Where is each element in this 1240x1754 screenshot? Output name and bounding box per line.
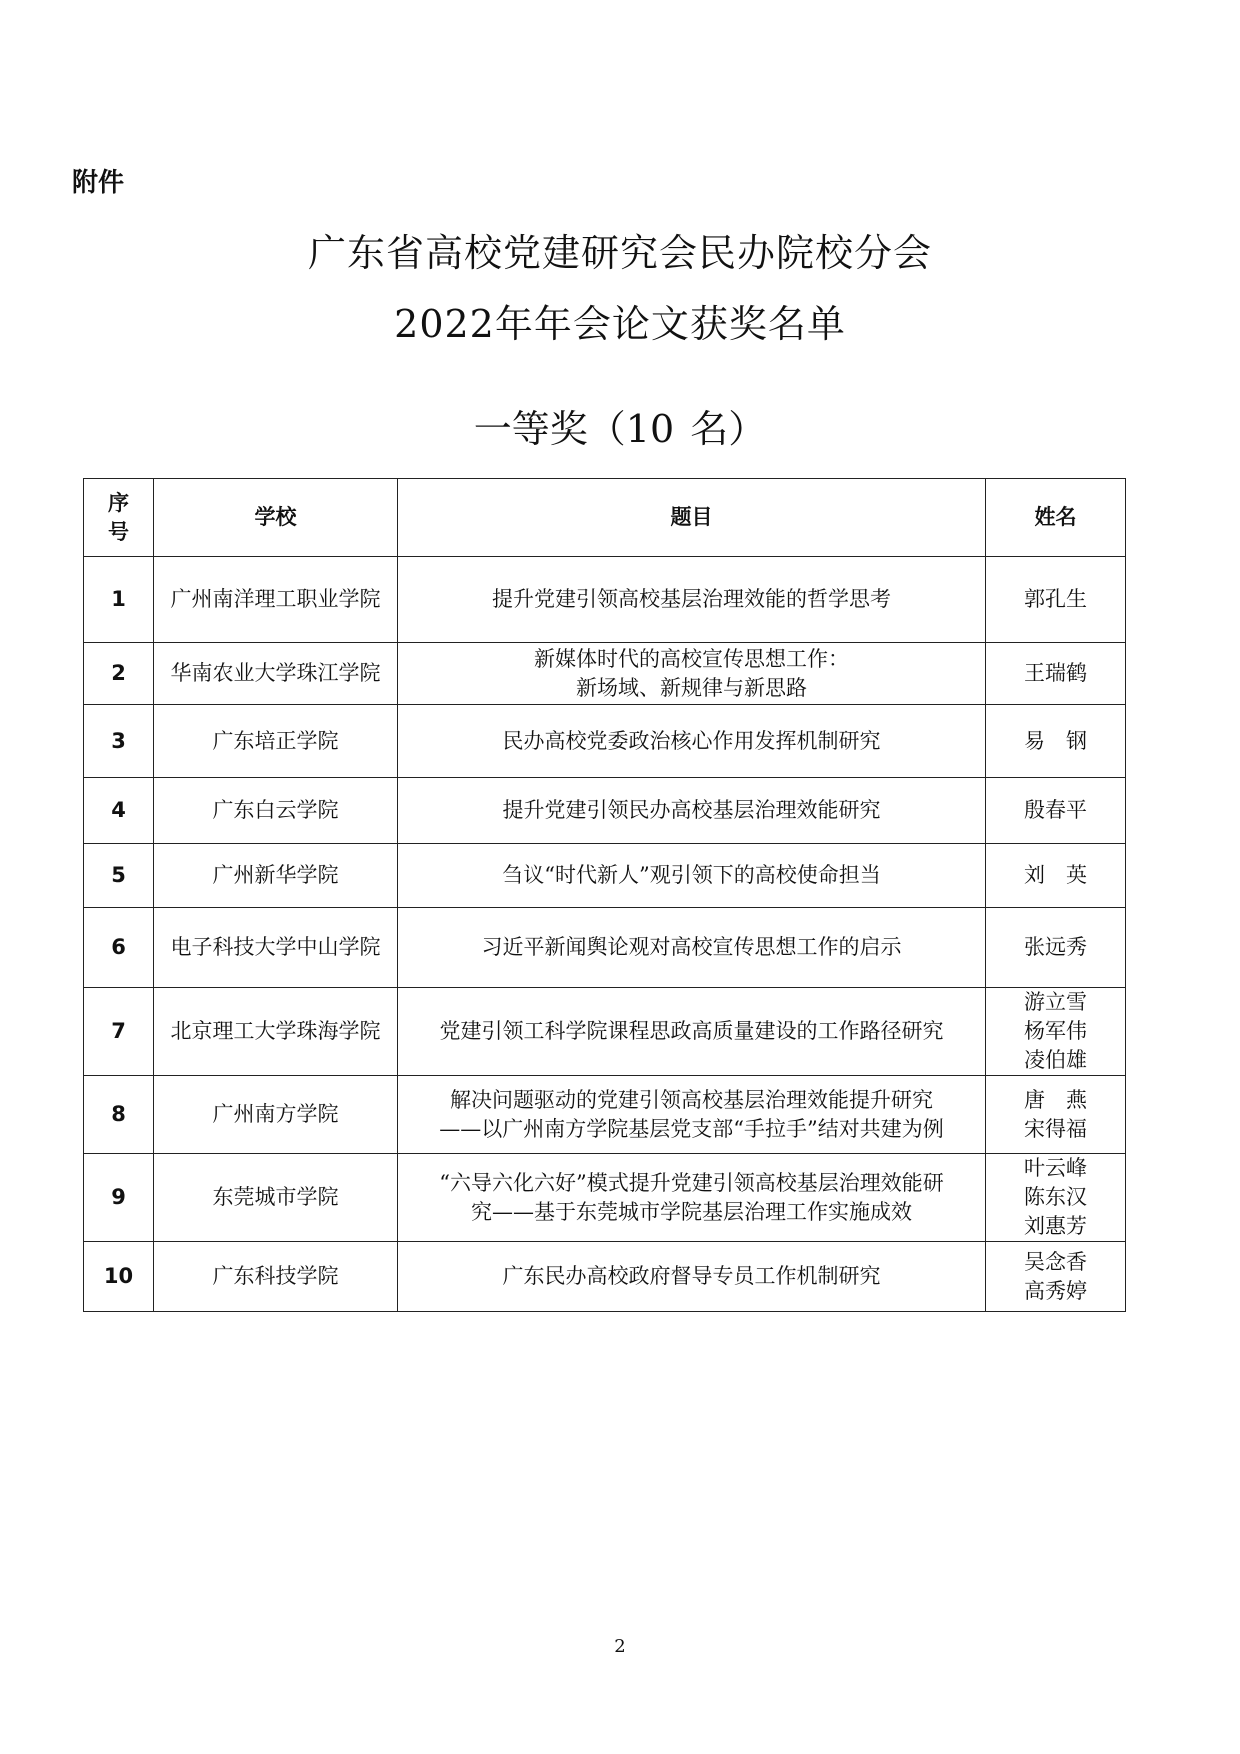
table-row bbox=[84, 705, 1126, 778]
table-row bbox=[84, 643, 1126, 705]
author-name: 吴念香 bbox=[1024, 1249, 1087, 1274]
row-names bbox=[986, 1076, 1126, 1154]
row-topic bbox=[398, 557, 986, 643]
author-name: 王瑞鹤 bbox=[1024, 661, 1087, 685]
row-topic bbox=[398, 1076, 986, 1154]
page-number: 2 bbox=[614, 1636, 626, 1657]
author-name: 杨军伟 bbox=[1024, 1019, 1087, 1043]
author-name: 唐 燕 bbox=[1024, 1087, 1087, 1112]
row-topic bbox=[398, 988, 986, 1076]
topic-line: “六导六化六好”模式提升党建引领高校基层治理效能研 bbox=[439, 1170, 944, 1195]
row-number: 10 bbox=[84, 1242, 154, 1312]
author-name: 叶云峰 bbox=[1024, 1156, 1087, 1180]
row-number: 2 bbox=[84, 643, 154, 705]
document-title-line2: 2022年年会论文获奖名单 bbox=[394, 302, 846, 346]
header-seq bbox=[84, 479, 154, 557]
row-names bbox=[986, 908, 1126, 988]
row-topic bbox=[398, 844, 986, 908]
row-school: 北京理工大学珠海学院 bbox=[154, 988, 398, 1076]
row-school: 广东科技学院 bbox=[154, 1242, 398, 1312]
row-names bbox=[986, 643, 1126, 705]
row-topic bbox=[398, 1242, 986, 1312]
row-names bbox=[986, 1242, 1126, 1312]
author-name: 殷春平 bbox=[1024, 798, 1087, 822]
author-name: 刘 英 bbox=[1024, 863, 1087, 887]
topic-line: 党建引领工科学院课程思政高质量建设的工作路径研究 bbox=[439, 1019, 944, 1043]
topic-line: 新媒体时代的高校宣传思想工作： bbox=[534, 646, 849, 671]
header-name: 姓名 bbox=[986, 479, 1126, 557]
row-number: 8 bbox=[84, 1076, 154, 1154]
topic-line: 解决问题驱动的党建引领高校基层治理效能提升研究 bbox=[450, 1087, 933, 1112]
table-row bbox=[84, 1154, 1126, 1242]
topic-line: ——以广州南方学院基层党支部“手拉手”结对共建为例 bbox=[439, 1116, 944, 1141]
header-topic: 题目 bbox=[398, 479, 986, 557]
row-topic bbox=[398, 778, 986, 844]
topic-line: 刍议“时代新人”观引领下的高校使命担当 bbox=[502, 863, 881, 887]
row-number: 9 bbox=[84, 1154, 154, 1242]
topic-line: 习近平新闻舆论观对高校宣传思想工作的启示 bbox=[481, 935, 902, 959]
row-number: 1 bbox=[84, 557, 154, 643]
header-seq-line2: 号 bbox=[108, 519, 129, 544]
table-body bbox=[84, 557, 1126, 1312]
table-row bbox=[84, 778, 1126, 844]
topic-line: 提升党建引领高校基层治理效能的哲学思考 bbox=[492, 587, 891, 611]
document-title-line1: 广东省高校党建研究会民办院校分会 bbox=[307, 231, 932, 275]
author-name: 高秀婷 bbox=[1024, 1278, 1087, 1303]
header-seq-line1: 序 bbox=[108, 490, 129, 515]
author-name: 易 钢 bbox=[1024, 728, 1087, 753]
row-names bbox=[986, 778, 1126, 844]
attachment-label: 附件 bbox=[72, 168, 125, 198]
row-school: 广东白云学院 bbox=[154, 778, 398, 844]
row-names bbox=[986, 988, 1126, 1076]
row-topic bbox=[398, 643, 986, 705]
table-row bbox=[84, 988, 1126, 1076]
row-number: 6 bbox=[84, 908, 154, 988]
table-row bbox=[84, 844, 1126, 908]
row-names bbox=[986, 1154, 1126, 1242]
author-name: 凌伯雄 bbox=[1024, 1048, 1087, 1072]
author-name: 游立雪 bbox=[1024, 990, 1087, 1014]
author-name: 张远秀 bbox=[1024, 935, 1087, 959]
topic-line: 提升党建引领民办高校基层治理效能研究 bbox=[502, 798, 881, 822]
row-school: 广州南方学院 bbox=[154, 1076, 398, 1154]
topic-line: 新场域、新规律与新思路 bbox=[576, 675, 807, 700]
row-number: 3 bbox=[84, 705, 154, 778]
table-row bbox=[84, 908, 1126, 988]
row-topic bbox=[398, 1154, 986, 1242]
table-header-row bbox=[84, 479, 1126, 557]
row-number: 5 bbox=[84, 844, 154, 908]
table-row bbox=[84, 1076, 1126, 1154]
row-school: 广东培正学院 bbox=[154, 705, 398, 778]
row-names bbox=[986, 844, 1126, 908]
row-names bbox=[986, 705, 1126, 778]
author-name: 陈东汉 bbox=[1024, 1185, 1087, 1209]
row-topic bbox=[398, 705, 986, 778]
topic-line: 民办高校党委政治核心作用发挥机制研究 bbox=[502, 728, 881, 753]
topic-line: 究——基于东莞城市学院基层治理工作实施成效 bbox=[471, 1199, 912, 1224]
author-name: 宋得福 bbox=[1024, 1116, 1087, 1141]
row-school: 广州南洋理工职业学院 bbox=[154, 557, 398, 643]
row-school: 华南农业大学珠江学院 bbox=[154, 643, 398, 705]
row-school: 东莞城市学院 bbox=[154, 1154, 398, 1242]
table-row bbox=[84, 557, 1126, 643]
topic-line: 广东民办高校政府督导专员工作机制研究 bbox=[502, 1264, 881, 1288]
award-heading: 一等奖（10 名） bbox=[473, 407, 767, 451]
author-name: 刘惠芳 bbox=[1024, 1214, 1087, 1238]
award-table bbox=[83, 478, 1126, 1312]
row-school: 电子科技大学中山学院 bbox=[154, 908, 398, 988]
row-school: 广州新华学院 bbox=[154, 844, 398, 908]
row-names bbox=[986, 557, 1126, 643]
header-school: 学校 bbox=[154, 479, 398, 557]
row-topic bbox=[398, 908, 986, 988]
table-row bbox=[84, 1242, 1126, 1312]
author-name: 郭孔生 bbox=[1024, 587, 1087, 611]
row-number: 4 bbox=[84, 778, 154, 844]
row-number: 7 bbox=[84, 988, 154, 1076]
